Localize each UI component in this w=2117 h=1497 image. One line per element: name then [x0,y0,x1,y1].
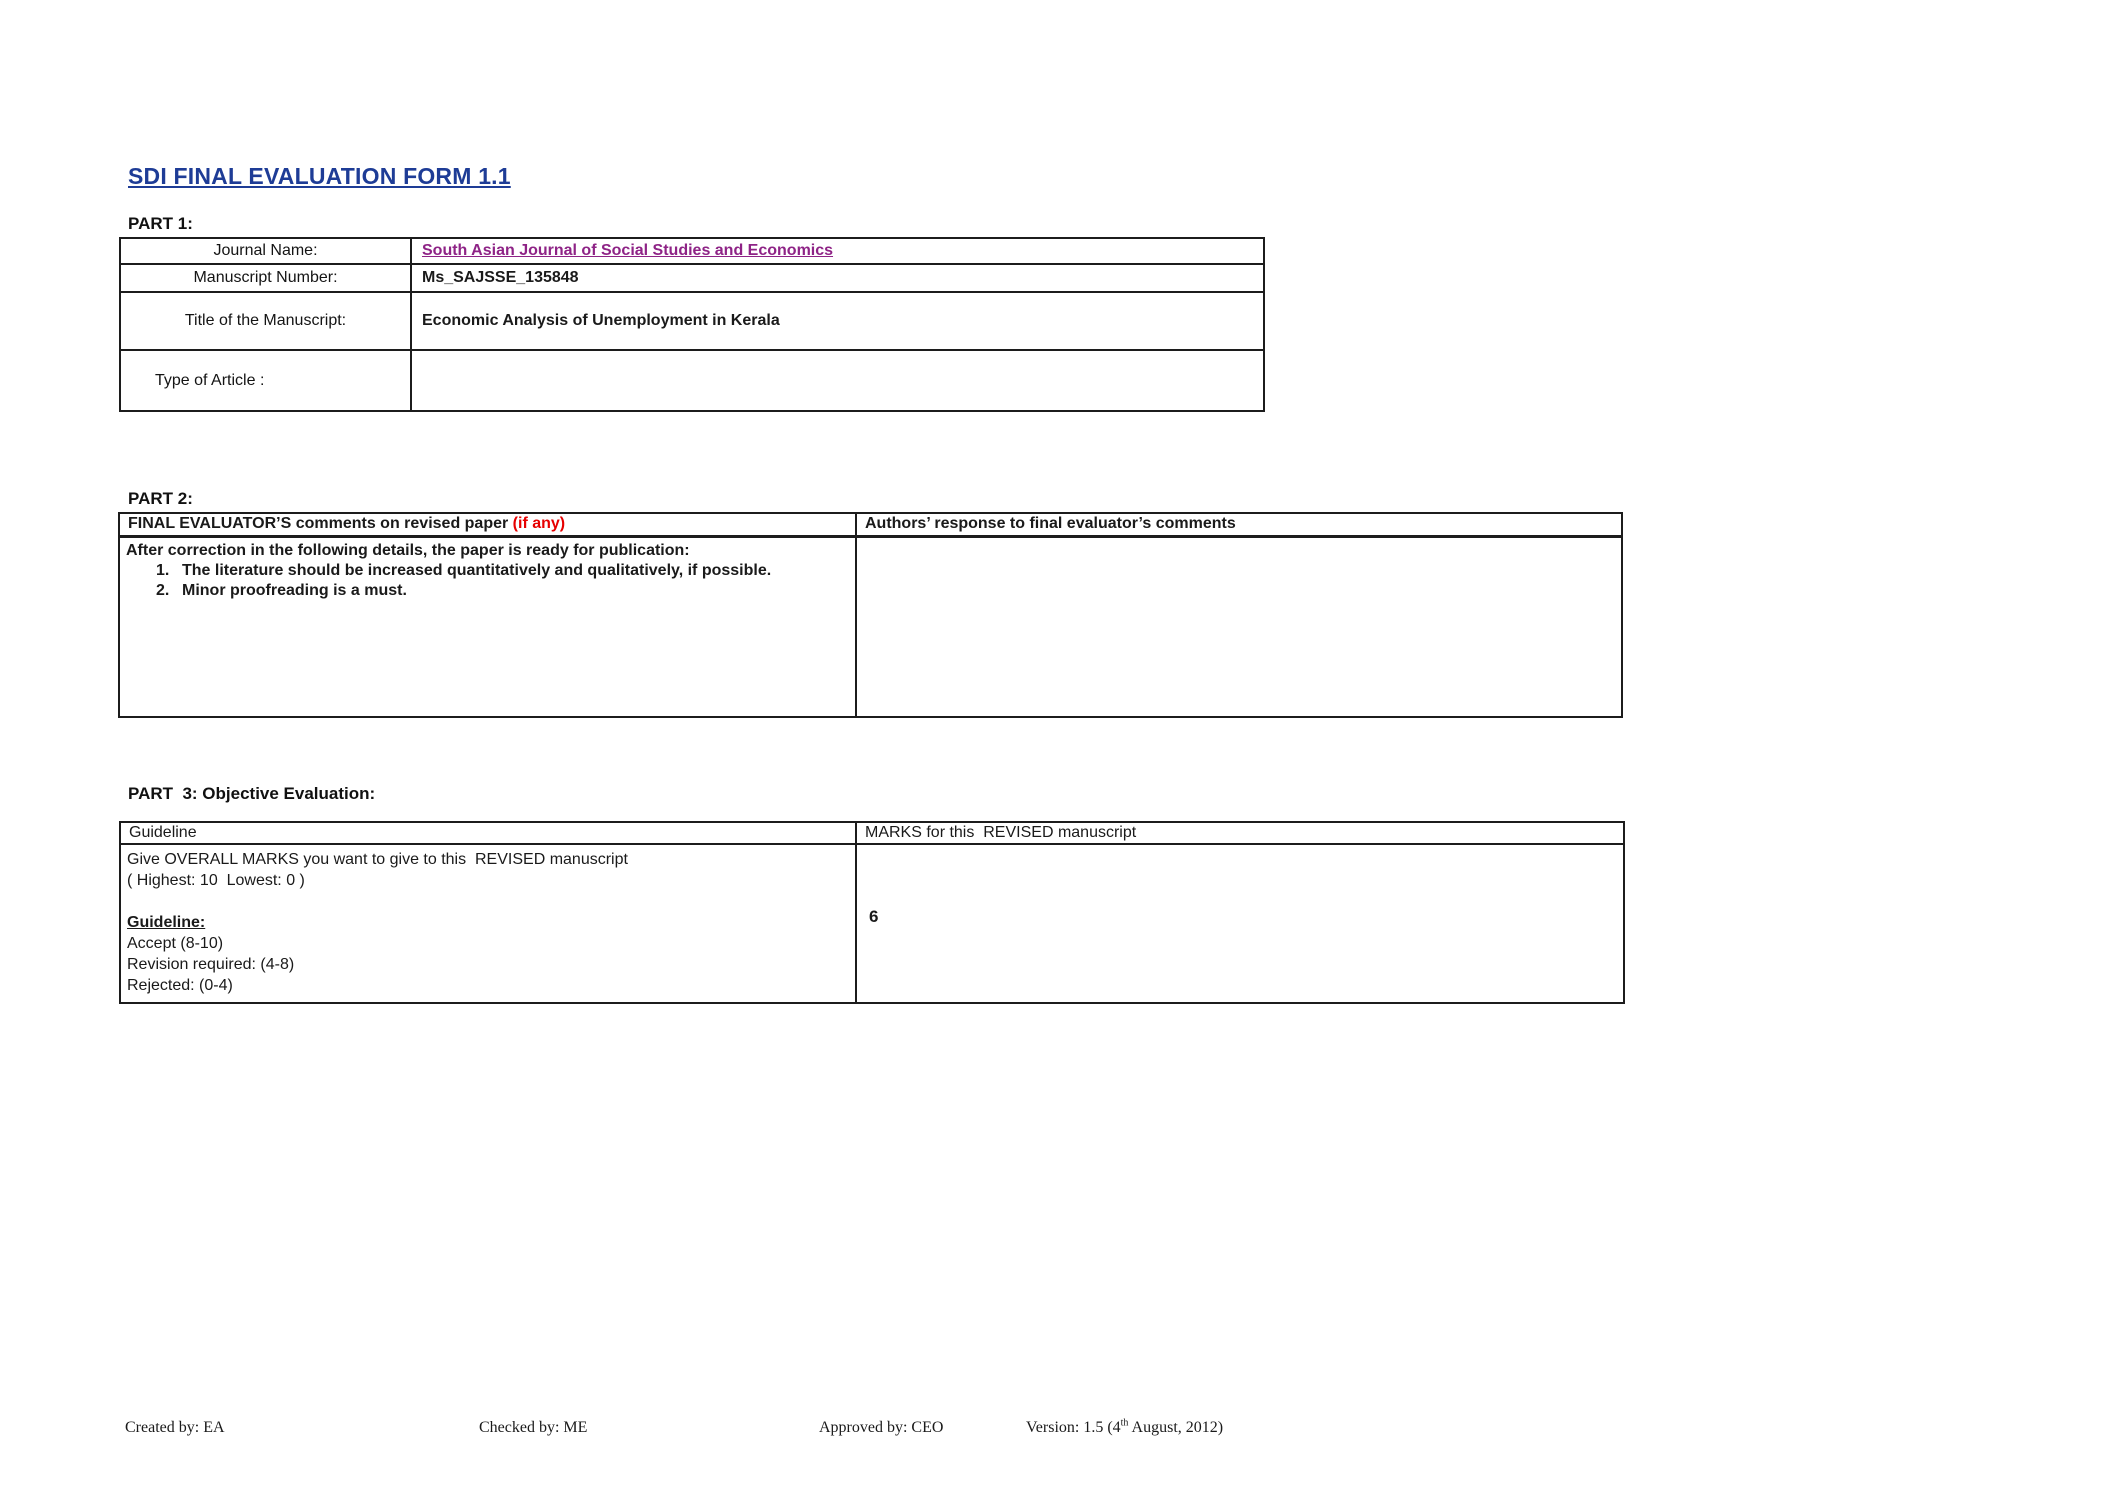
footer-approved-by: Approved by: CEO [819,1419,944,1436]
table-row [119,536,1622,717]
table-row [119,513,1622,536]
guideline-cell [120,844,856,1003]
manuscript-title-value: Economic Analysis of Unemployment in Kerala [411,292,1264,350]
if-any-note: (if any) [512,515,566,533]
list-item-text: The literature should be increased quantitatively and qualitatively, if possible. [182,561,772,579]
overall-marks-instruction: Give OVERALL MARKS you want to give to this REVISED manuscript [127,851,628,868]
table-row [120,350,1264,411]
table-row [120,264,1264,292]
guide-accept: Accept (8-10) [127,935,224,952]
journal-name-label: Journal Name: [120,238,411,264]
manuscript-number-label: Manuscript Number: [120,264,411,292]
journal-name-link[interactable]: South Asian Journal of Social Studies and Economics [422,242,834,259]
evaluator-comments-cell [119,536,856,717]
list-item-number: 2. [156,581,170,599]
list-item-number: 1. [156,561,170,579]
part1-label: PART 1: [128,214,193,233]
spacer [127,891,845,912]
guideline-header: Guideline [120,822,856,844]
list-item [126,561,845,581]
footer-version-suffix: August, 2012) [1128,1419,1224,1436]
part2-label: PART 2: [128,489,193,508]
form-title: SDI FINAL EVALUATION FORM 1.1 [128,163,511,189]
list-item-text: Minor proofreading is a must. [182,581,407,599]
evaluator-comments-header-text: FINAL EVALUATOR’S comments on revised paper [128,515,513,533]
article-type-value[interactable] [411,350,1264,411]
manuscript-number-value: Ms_SAJSSE_135848 [411,264,1264,292]
part3-table [119,821,1625,1004]
footer-version-superscript: th [1120,1417,1129,1429]
table-row [120,844,1624,1003]
table-row [120,292,1264,350]
marks-header: MARKS for this REVISED manuscript [856,822,1624,844]
guide-rejected: Rejected: (0-4) [127,977,233,994]
table-row [120,238,1264,264]
authors-response-cell[interactable] [856,536,1622,717]
marks-value-cell[interactable]: 6 [856,844,1624,1003]
comments-intro: After correction in the following details, the paper is ready for publication: [126,541,690,559]
part1-table [119,237,1265,412]
table-row [120,822,1624,844]
authors-response-header: Authors’ response to final evaluator’s comments [856,513,1622,536]
article-type-label: Type of Article : [120,350,411,411]
manuscript-title-label: Title of the Manuscript: [120,292,411,350]
part3-label: PART 3: Objective Evaluation: [128,784,376,803]
guideline-sublabel: Guideline: [127,914,206,931]
guide-revision: Revision required: (4-8) [127,956,295,973]
footer-created-by: Created by: EA [125,1419,225,1436]
footer-version-prefix: Version: 1.5 (4 [1026,1419,1121,1436]
footer-version [1026,1419,1223,1437]
evaluator-comments-header [119,513,856,536]
footer-checked-by: Checked by: ME [479,1419,588,1436]
list-item [126,581,845,601]
part2-table [118,512,1623,718]
marks-range-note: ( Highest: 10 Lowest: 0 ) [127,872,305,889]
comments-list [126,561,845,601]
